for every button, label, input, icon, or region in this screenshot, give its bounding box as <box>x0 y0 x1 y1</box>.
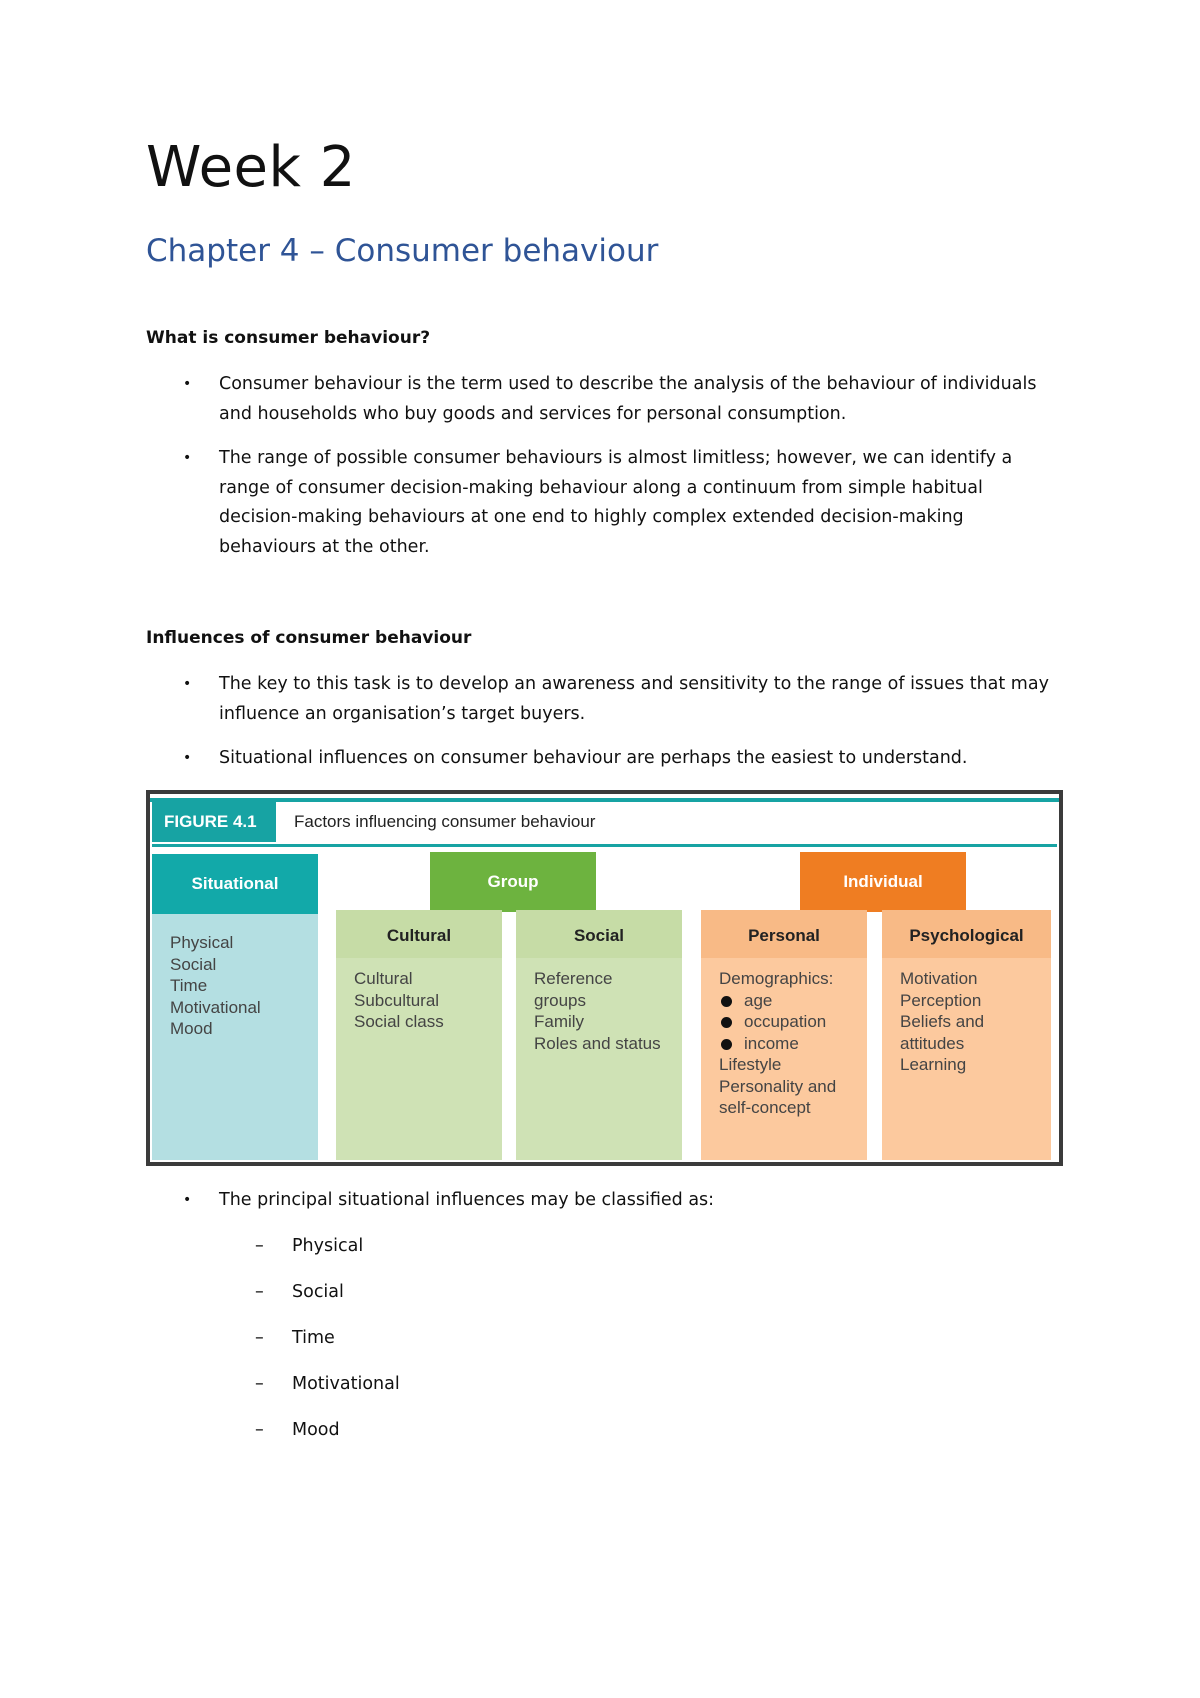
dash-item-text: Motivational <box>292 1374 400 1394</box>
dash-list-situational <box>146 1232 400 1462</box>
bullet-dot-icon <box>721 996 732 1007</box>
dash-item-text: Physical <box>292 1236 364 1256</box>
figure-top-rule <box>150 798 1059 802</box>
social-item: Roles and status <box>534 1033 661 1053</box>
bullet-icon: • <box>183 376 192 392</box>
list-item <box>146 744 1066 774</box>
bullet-text: Consumer behaviour is the term used to describe the analysis of the behaviour of individuals and households who buy goods and services for personal consumption. <box>219 374 1037 424</box>
psychological-items <box>882 958 1051 1160</box>
social-heading: Social <box>516 910 682 958</box>
personal-items <box>701 958 867 1160</box>
personal-item <box>719 990 867 1012</box>
bullet-text: Situational influences on consumer behaviour are perhaps the easiest to understand. <box>219 748 968 768</box>
personal-item: Personality and <box>719 1076 837 1096</box>
bullet-list-influences <box>146 670 1066 774</box>
situational-items <box>152 910 318 1160</box>
psychological-item: Learning <box>900 1055 967 1074</box>
situational-item: Motivational <box>170 997 261 1017</box>
dash-icon: – <box>255 1420 264 1440</box>
social-item: Reference <box>534 969 613 988</box>
bullet-text: The range of possible consumer behaviours is almost limitless; however, we can identify a range of consumer decision-making behaviour along a continuum from simple habitual decision-making behaviours at one end to highly complex extended decision-making behaviours at the other. <box>219 448 1013 557</box>
situational-item: Mood <box>170 1019 213 1038</box>
section-heading-influences: Influences of consumer behaviour <box>146 628 472 648</box>
group-tab: Group <box>430 852 596 912</box>
personal-subitem: occupation <box>744 1012 827 1031</box>
bullet-text: The key to this task is to develop an awareness and sensitivity to the range of issues that may influence an organisation’s target buyers. <box>219 674 1049 724</box>
bullet-icon: • <box>183 450 192 466</box>
personal-subitem: age <box>744 990 773 1010</box>
figure-divider <box>152 844 1057 847</box>
cultural-item: Subcultural <box>354 990 440 1010</box>
list-item <box>146 1416 400 1462</box>
bullet-text: The principal situational influences may be classified as: <box>219 1190 715 1210</box>
personal-item: Lifestyle <box>719 1055 782 1074</box>
dash-icon: – <box>255 1282 264 1302</box>
situational-item: Physical <box>170 933 234 952</box>
social-items <box>516 958 682 1160</box>
figure-caption: Factors influencing consumer behaviour <box>294 812 596 831</box>
personal-column <box>701 910 867 1160</box>
personal-item: Demographics: <box>719 969 834 988</box>
situational-tab: Situational <box>152 854 318 914</box>
bullet-icon: • <box>183 1192 192 1208</box>
dash-icon: – <box>255 1374 264 1394</box>
personal-item: self-concept <box>719 1098 811 1117</box>
individual-tab: Individual <box>800 852 966 912</box>
list-item <box>146 670 1066 729</box>
section-heading-what-is: What is consumer behaviour? <box>146 328 431 348</box>
psychological-item: Perception <box>900 990 982 1010</box>
psychological-item: Motivation <box>900 969 978 988</box>
chapter-title: Chapter 4 – Consumer behaviour <box>146 233 659 269</box>
list-item <box>146 1324 400 1370</box>
personal-item <box>719 1033 867 1055</box>
personal-item <box>719 1011 867 1033</box>
situational-item: Social <box>170 954 217 974</box>
list-item <box>146 1278 400 1324</box>
dash-item-text: Social <box>292 1282 344 1302</box>
cultural-heading: Cultural <box>336 910 502 958</box>
social-column <box>516 910 682 1160</box>
list-item <box>146 370 1066 429</box>
list-item <box>146 1370 400 1416</box>
bullet-icon: • <box>183 676 192 692</box>
psychological-column <box>882 910 1051 1160</box>
situational-item: Time <box>170 976 208 995</box>
cultural-item: Social class <box>354 1012 444 1031</box>
figure-consumer-behaviour-factors <box>146 790 1063 1166</box>
social-item: Family <box>534 1012 585 1031</box>
personal-heading: Personal <box>701 910 867 958</box>
cultural-item: Cultural <box>354 969 413 988</box>
list-item <box>146 1186 1066 1216</box>
list-item <box>146 1232 400 1278</box>
cultural-column <box>336 910 502 1160</box>
situational-column <box>152 910 318 1160</box>
bullet-dot-icon <box>721 1017 732 1028</box>
bullet-icon: • <box>183 750 192 766</box>
psychological-item: Beliefs and <box>900 1012 985 1031</box>
bullet-list-definition <box>146 370 1066 562</box>
cultural-items <box>336 958 502 1160</box>
dash-item-text: Mood <box>292 1420 340 1440</box>
psychological-heading: Psychological <box>882 910 1051 958</box>
bullet-list-situational <box>146 1186 1066 1216</box>
page-title: Week 2 <box>146 135 356 200</box>
dash-item-text: Time <box>292 1328 335 1348</box>
social-item: groups <box>534 990 586 1010</box>
figure-label: FIGURE 4.1 <box>152 802 276 842</box>
list-item <box>146 444 1066 562</box>
bullet-dot-icon <box>721 1039 732 1050</box>
personal-subitem: income <box>744 1033 799 1053</box>
dash-icon: – <box>255 1236 264 1256</box>
dash-icon: – <box>255 1328 264 1348</box>
psychological-item: attitudes <box>900 1033 965 1053</box>
